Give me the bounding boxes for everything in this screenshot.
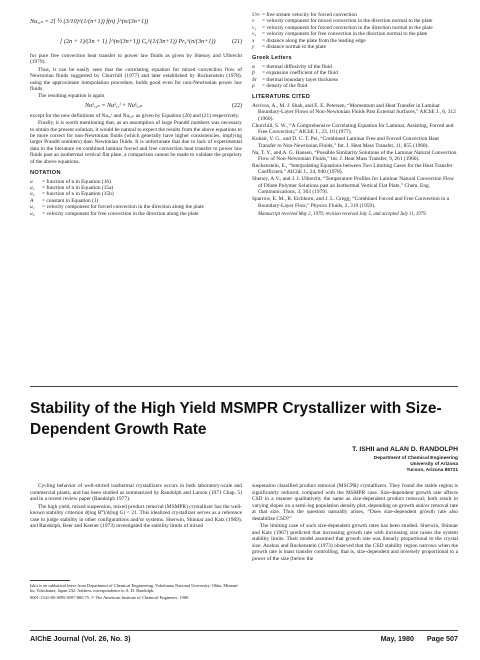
article-separator-rule	[30, 386, 458, 387]
greek-symbol: α	[252, 63, 255, 70]
notation-definition: = velocity component for free convection in the direction normal to the plate	[262, 31, 458, 37]
notation-definition: = velocity component for forced convection in the direction along the plate	[42, 204, 242, 210]
article-title: Stability of the High Yield MSMPR Crystallizer with Size-Dependent Growth Rate	[30, 400, 442, 438]
footer-journal: AIChE Journal (Vol. 26, No. 3)	[30, 634, 131, 643]
prev-article-right-column	[252, 12, 458, 218]
affiliation-city: Tucson, Arizona 85721	[406, 468, 458, 473]
notation-definition: = function of n in Equation (15b)	[42, 191, 242, 197]
equation-20	[30, 12, 242, 32]
notation-definition: = velocity component for mixed convection in the direction normal to the plate	[262, 18, 458, 24]
paragraph: Thus, it can be easily seen that the correlating equation for mixed convection flow of Newtonian fluids suggested by Churchill (1977) and later established by Ruckenstein (1978), using the approximate interpolation procedure, holds good even for non-Newtonian power law fluids.	[30, 66, 242, 93]
footer-date: May, 1980	[380, 634, 414, 643]
notation-definition: = distance normal to the plate	[262, 44, 458, 50]
notation-continued-list	[252, 12, 458, 50]
notation-heading: NOTATION	[30, 170, 61, 177]
prev-article-left-column	[30, 12, 242, 217]
paragraph: The high yield, mixed suspension, mixed product removal (MSMPR) crystallizer has the well-known stability criterion d(log B⁰)/d(log G) < 21. This idealized crystallizer serves as a reference case to judge stability in other configurations and/or systems. Sherwin, Shinnar and Katz (1969), and Randolph, Beer and Keener (1973) investigated the stability limits of mixed	[30, 503, 242, 529]
literature-cited-heading: LITERATURE CITED	[252, 94, 311, 101]
greek-definition: = thermal diffusivity of the fluid	[262, 64, 458, 70]
notation-definition: = free stream velocity for forced convection	[262, 12, 458, 18]
equation-21	[30, 32, 242, 52]
paragraph: except for the new definitions of Nuₓ,ᶠ and Nuₓ,ₙ as given by Equation (20) and (21) respectively.	[30, 112, 240, 119]
footer-page-number: Page 507	[426, 634, 458, 643]
notation-definition: = function of n in Equation (15a)	[42, 185, 242, 191]
greek-symbol: δᴛ	[252, 76, 257, 83]
greek-definition: = thermal boundary layer thickness	[262, 77, 458, 83]
author-footnote	[30, 580, 242, 602]
notation-list	[30, 179, 242, 217]
article-authors: T. ISHII and ALAN D. RANDOLPH	[352, 446, 458, 453]
reference-list	[252, 103, 458, 209]
reference-item: Na, T. Y., and A. G. Hansen, “Possible Similarity Solutions of the Laminar Natural Convection Flow of Non-Newtonian Fluids,” Int. J. Heat Mass Transfer, 9, 261 (1966).	[252, 149, 457, 162]
greek-symbol: β	[252, 70, 255, 77]
notation-symbol: y	[252, 44, 255, 51]
equation-21-body: [ (2n + 1)/(3n + 1) ]^(n/(3n+1)) Cᵩ^(1/(3n+1)) Prᵩ^(n/(3n+1))	[60, 37, 216, 45]
notation-symbol: v₁	[252, 24, 257, 31]
paragraph: suspension classified product removal (MSCPR) crystallizers. They found the stable region is significantly reduced, compared with the MSMPR case. Size-dependent growth rate affects CSD in a manner qualitatively the same as size-dependent product removal; both result in varying slopes on a semi-log population density plot, depending on growth and/or removal rate at that size. Thus the question naturally arises, “Does size-dependent growth rate also destabilize CSD?”	[252, 483, 458, 522]
notation-symbol: v	[252, 18, 255, 25]
notation-definition: = distance along the plate from the leading edge	[262, 38, 458, 44]
reference-item: Acrivos, A., M. J. Shah, and E. E. Petersen, “Momentum and Heat Transfer in Laminar Boundary-Layer Flows of Non-Newtonian Fluids Past External Surfaces,” AIChE J., 6, 312 (1960).	[252, 102, 456, 122]
article-body-left-column	[30, 482, 242, 530]
paragraph: Cycling behavior of well-stirred isothermal crystallizers occurs in both laboratory-scale and commercial plants, and has been studied as summarized by Randolph and Larson (1971 Chap. 5) and in a recent review paper (Randolph 1977).	[30, 483, 242, 502]
notation-symbol: x	[252, 37, 255, 44]
footer-rule	[30, 630, 458, 631]
paragraph: The limiting case of such size-dependent growth rates has been studied. Sherwin, Shinnar and Katz (1967) predicted that increasing growth rate with increasing size raises the system stability limits. Their model assumed that growth rate was linearly proportional to the crystal size. Anshus and Ruckenstein (1973) observed that the CSD stability region narrows when the growth rate is mass transfer controlling, that is, size-dependent and inversely proportional to a power of the size (below the	[252, 523, 458, 562]
manuscript-received-note: Manuscript received May 2, 1979; revision received July 5, and accepted July 11, 1979.	[258, 211, 427, 217]
affiliation-university: University of Arizona	[410, 462, 458, 467]
reference-item: Sparrow, E. M., R. Eichhorn, and J. L. Gregg, “Combined Forced and Free Convection in a Boundary-Layer Flow,” Physics Fluids, 2, 319 (1959).	[252, 196, 449, 209]
reference-item: Churchill, S. W., “A Comprehensive Correlating Equation for Laminar, Assisting, Forced and Free Convection,” AIChE J., 23, 10 (1977).	[252, 122, 454, 136]
paragraph: Finally, it is worth mentioning that, as an assumption of large Prandtl numbers was necessary to obtain the present solution, it would be natural to expect the results from the above equations to be more correct for non-Newtonian fluids (which generally have higher consistencies, implying larger Prandtl numbers) then Newtonian fluids. It is unfortunate that due to lack of experimental data in the literature on combined laminar forced and free convection heat transfer to power law fluids past an isothermal vertical flat plate, a comparison cannot be made to validate the propriety of the above equations.	[30, 120, 242, 165]
greek-definition: = expansion coefficient of the fluid	[262, 70, 458, 76]
reference-item: Ruckenstein, E., “Interpolating Equations between Two Limiting Cases for the Heat Transfer Coefficient,” AIChE J., 24, 940 (1978).	[252, 162, 453, 176]
greek-symbol: ρ	[252, 83, 255, 90]
notation-symbol: a	[30, 178, 33, 185]
footnote-paragraph: Ishii is on sabbatical leave from Department of Chemical Engineering, Yokohama National University, Ohka, Minami-ku, Yokohama, Japan 232. Address correspondence to A. D. Randolph.	[30, 583, 239, 594]
notation-symbol: u₂	[30, 210, 35, 217]
equation-20-body: Nuₓ,ₙ = 2[ ½ (3/10)^(1/(n+1)) f(n) ]^(n/(3n+1))	[30, 17, 149, 25]
notation-symbol: a₁	[30, 184, 35, 191]
greek-item	[252, 83, 458, 89]
greek-letters-heading: Greek Letters	[252, 55, 292, 62]
footnote-paragraph: 0001-1541-80-3895-0507-$00.75. © The American Institute of Chemical Engineers, 1980.	[30, 594, 190, 600]
reference-item: Shenoy, A.V., and J. J. Ulbrecht, “Temperature Profiles for Laminar Natural Convection Flow of Dilute Polymer Solutions past an Isothermal Vertical Flat Plate,” Chem. Eng. Communications, 3, 303 (1979).	[252, 176, 455, 196]
notation-definition: = function of n in Equation (16)	[42, 179, 242, 185]
notation-definition: = constant in Equation (1)	[42, 198, 242, 204]
paragraph: The resulting equation is again	[38, 93, 105, 100]
reference-item: Kubair, V. G., and D. C. T. Pei, “Combined Laminar Free and Forced Convection Heat Transfer to Non-Newtonian Fluids,” Int. J. Heat Mass Transfer, 11, 855 (1968).	[252, 136, 439, 149]
paragraph: for pure free convection heat transfer to power law fluids as given by Shenoy and Ulbrecht (1979).	[30, 53, 242, 66]
notation-item	[252, 44, 458, 50]
article-body-right-column	[252, 482, 458, 562]
equation-22	[30, 100, 242, 112]
footnote-rule	[30, 580, 70, 581]
page-footer	[30, 634, 458, 646]
notation-symbol: u₁	[30, 204, 35, 211]
affiliation-department: Department of Chemical Engineering	[373, 456, 458, 461]
notation-symbol: a₂	[30, 191, 35, 198]
notation-symbol: v₂	[252, 31, 257, 38]
greek-definition: = density of the fluid	[262, 83, 458, 89]
author-affiliation	[374, 456, 458, 474]
notation-symbol: U∞	[252, 12, 260, 18]
notation-item	[30, 211, 242, 217]
notation-definition: = velocity component for forced convection in the direction normal to the plate	[262, 25, 458, 31]
equation-22-number: (22)	[232, 102, 242, 109]
greek-letters-list	[252, 64, 458, 90]
equation-21-number: (21)	[232, 38, 242, 45]
notation-symbol: A	[30, 197, 34, 204]
notation-definition: = velocity component for free convection in the direction along the plate	[42, 211, 242, 217]
equation-22-body: Nuᵏₓ,ₙ = Nuᵏₓ,ᶠ + Nuᵏₓ,ₙ	[85, 101, 143, 109]
